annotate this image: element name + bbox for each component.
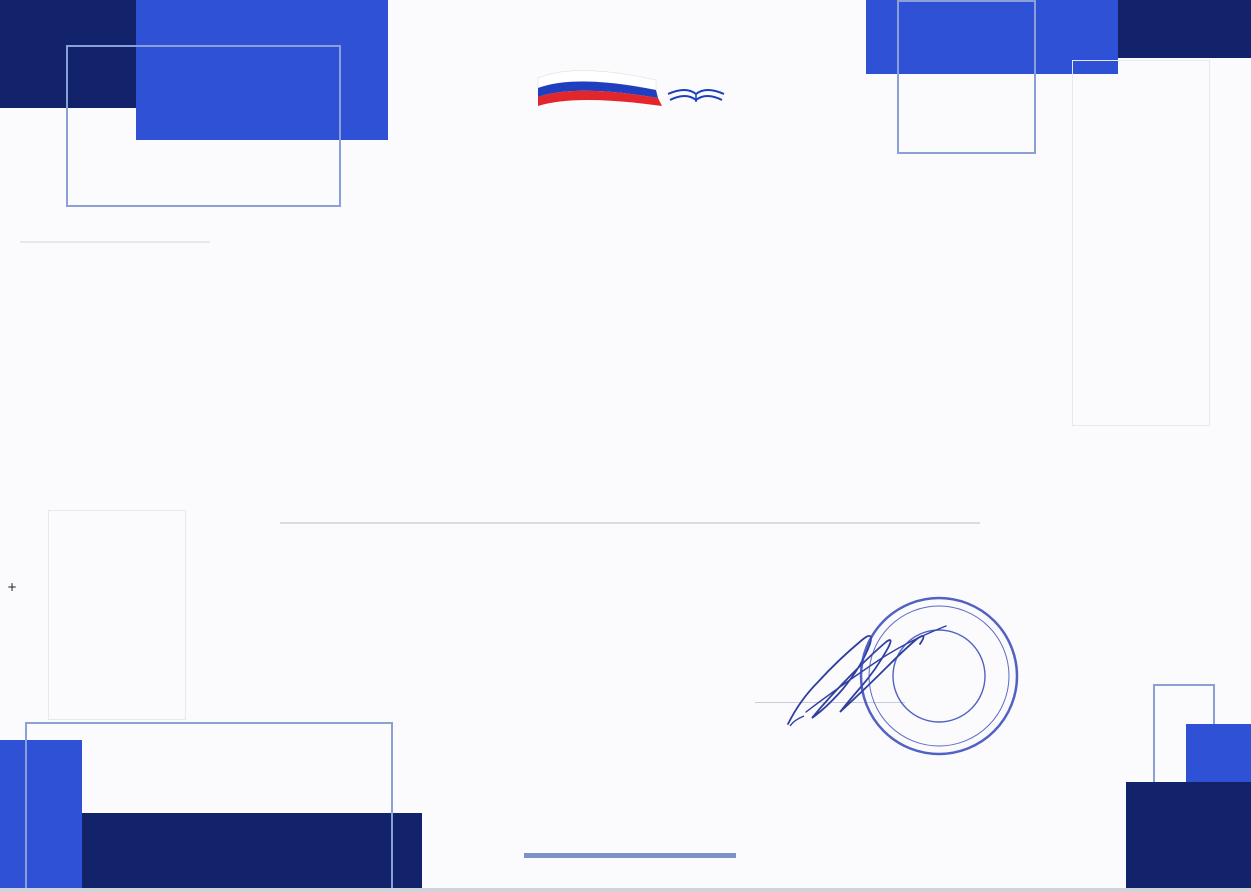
crosshair-marker: + [7, 580, 18, 594]
thin-line-left [20, 241, 210, 243]
outline-frame-top-left [66, 45, 341, 207]
forum-logo [536, 50, 726, 110]
light-frame-right [1072, 60, 1210, 426]
organization-stamp [858, 595, 1020, 757]
page-bottom-edge [0, 888, 1251, 892]
date-bar [524, 853, 736, 858]
flag-book-emblem [536, 50, 726, 110]
progress-circles [541, 183, 723, 215]
light-frame-left [48, 510, 186, 720]
recipient-underline [280, 522, 980, 524]
corner-block-top-right-navy [1118, 0, 1251, 58]
outline-frame-top-right [897, 0, 1036, 154]
corner-block-bottom-right-navy [1126, 782, 1251, 892]
outline-frame-bottom-left [25, 722, 393, 892]
